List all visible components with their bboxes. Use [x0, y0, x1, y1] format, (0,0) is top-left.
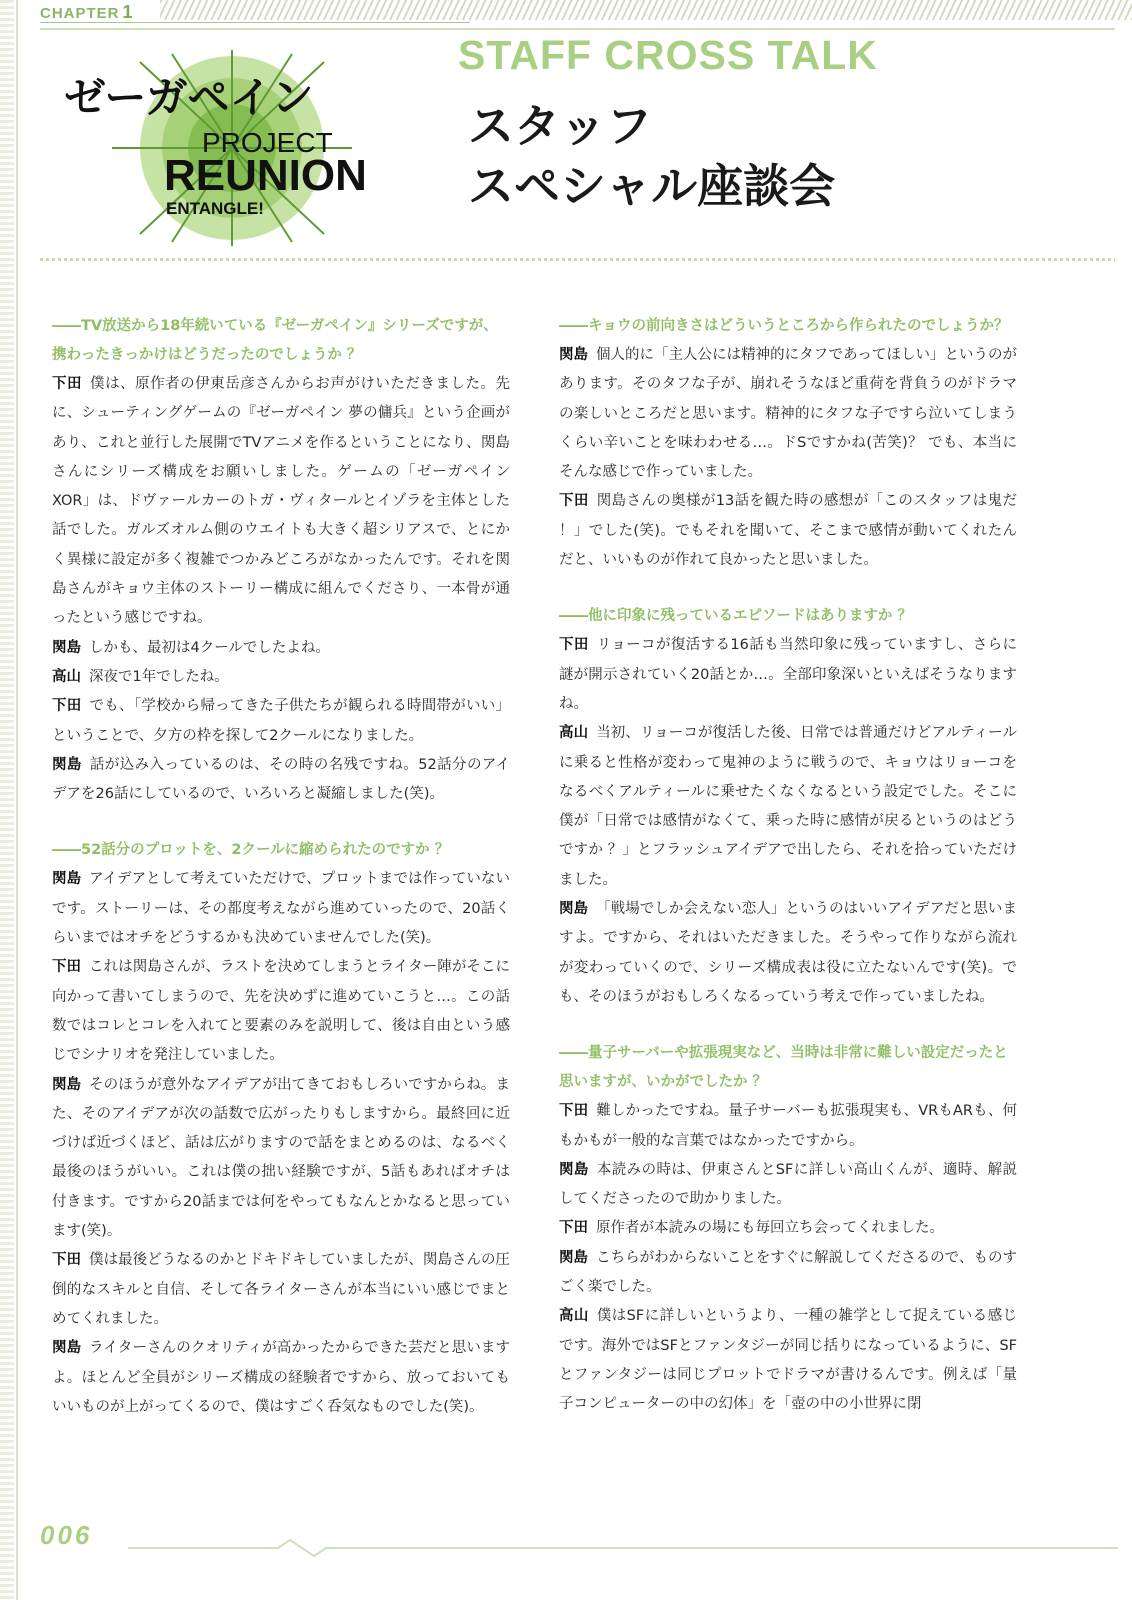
header-separator — [40, 258, 1115, 261]
speaker-name: 下田 — [559, 1103, 589, 1120]
speaker-name: 高山 — [52, 668, 81, 685]
answer-text: でも、「学校から帰ってきた子供たちが観られる時間帯がいい」ということで、夕方の枠を探して2クールになりました。 — [52, 698, 511, 744]
answer-text: こちらがわからないことをすぐに解説してくださるので、ものすごく楽でした。 — [559, 1249, 1017, 1296]
answer-text: 深夜で1年でしたね。 — [89, 668, 229, 685]
speaker-name: 関島 — [52, 1076, 82, 1093]
speaker-name: 下田 — [52, 1252, 82, 1269]
chapter-label-text: CHAPTER — [40, 5, 120, 22]
interview-answer — [52, 634, 510, 663]
chapter-number: 1 — [122, 2, 134, 22]
answer-text: 僕は、原作者の伊東岳彦さんからお声がけいただきました。先に、シューティングゲームの『ゼーガペイン 夢の傭兵』という企画があり、これと並行した展開でTVアニメを作るということになり、関島さんにシリーズ構成をお願いしました。ゲームの「ゼーガペイン XOR」は、ドヴァールカーのトガ・ヴィタールとイゾラを主体とした話でした。ガルズオルム側のウエイトも大きく超シリアスで、とにかく異様に設定が多く複雑でつかみどころがなかったんです。それを関島さんがキョウ主体のストーリー構成に組んでくださり、一本骨が通ったという感じですね。 — [52, 376, 511, 627]
speaker-name: 関島 — [52, 1340, 82, 1357]
speaker-name: 関島 — [559, 901, 589, 918]
speaker-name: 下田 — [559, 637, 589, 654]
speaker-name: 下田 — [52, 698, 82, 715]
speaker-name: 下田 — [52, 959, 82, 976]
paragraph-gap — [52, 809, 510, 836]
right-column — [559, 312, 1017, 1420]
logo-reunion: REUNION — [164, 151, 367, 200]
interview-answer — [52, 692, 510, 751]
interview-answer — [52, 1246, 510, 1334]
interview-question: ――TV放送から18年続いている『ゼーガペイン』シリーズですが、携わったきっかけはどうだったのでしょうか ？ — [52, 318, 498, 363]
interview-answer — [559, 487, 1017, 575]
logo-entangle: ENTANGLE! — [166, 199, 264, 218]
interview-question: ――キョウの前向きさはどういうところから作られたのでしょうか？ — [559, 318, 1009, 334]
answer-text: しかも、最初は4クールでしたよね。 — [89, 639, 330, 656]
page-number: 006 — [40, 1520, 93, 1550]
answer-text: リョーコが復活する16話も当然印象に残っていますし、さらに謎が開示されていく20話とか…。全部印象深いといえばそうなりますね。 — [559, 637, 1018, 712]
speaker-name: 高山 — [559, 725, 589, 742]
paragraph-gap — [559, 1012, 1017, 1039]
speaker-name: 関島 — [52, 871, 82, 888]
interview-answer — [52, 751, 510, 810]
chapter-underline — [40, 22, 470, 23]
interview-answer — [52, 1334, 510, 1422]
interview-answer — [559, 895, 1017, 1012]
left-column — [52, 312, 510, 1422]
chapter-label — [40, 2, 134, 22]
section-title: STAFF CROSS TALK — [458, 32, 878, 78]
interview-answer — [52, 1071, 510, 1247]
paragraph-gap — [559, 575, 1017, 602]
interview-question: ――52話分のプロットを、2クールに縮められたのですか ？ — [52, 842, 450, 859]
logo-title-jp: ゼーガペイン — [64, 73, 314, 122]
answer-text: そのほうが意外なアイデアが出てきておもしろいですからね。また、そのアイデアが次の話数で広がったりもしますから。最終回に近づけば近づくほど、話は広がりますので話をまとめるのは、なるべく最後のほうがいい。これは僕の拙い経験ですが、5話もあればオチは付きます。ですから20話までは何をやってもなんとかなると思っています(笑)。 — [52, 1076, 510, 1240]
interview-question: ――他に印象に残っているエピソードはありますか ？ — [559, 608, 913, 625]
interview-answer — [559, 1156, 1017, 1215]
answer-text: 本読みの時は、伊東さんとSFに詳しい高山くんが、適時、解説してくださったので助かりました。 — [559, 1161, 1017, 1208]
speaker-name: 関島 — [52, 756, 82, 773]
answer-text: 「戦場でしか会えない恋人」というのはいいアイデアだと思いますよ。ですから、それはいただきました。そうやって作りながら流れが変わっていくので、シリーズ構成表は役に立たないんです(笑)。でも、そのほうがおもしろくなるっていう考えで作っていましたね。 — [559, 901, 1017, 1005]
answer-text: これは関島さんが、ラストを決めてしまうとライター陣がそこに向かって書いてしまうので、先を決めずに進めていこうと…。この話数ではコレとコレを入れてと要素のみを説明して、後は自由という感じでシナリオを発注していました。 — [52, 959, 510, 1064]
interview-answer — [559, 1302, 1017, 1419]
interview-answer — [559, 1214, 1017, 1243]
answer-text: 関島さんの奥様が13話を観た時の感想が「このスタッフは鬼だ ！」でした(笑)。でもそれを聞いて、そこまで感情が動いてくれたんだと、いいものが作れて良かったと思いました。 — [559, 493, 1017, 569]
answer-text: 個人的に「主人公には精神的にタフであってほしい」というのがあります。そのタフな子が、崩れそうなほど重荷を背負うのがドラマの楽しいところだと思います。精神的にタフな子ですら泣いてしまうくらい辛いことを味わわせる…。ドSですかね(苦笑)？ でも、本当にそんな感じで作っていました。 — [559, 347, 1017, 481]
interview-answer — [559, 719, 1017, 895]
answer-text: ライターさんのクオリティが高かったからできた芸だと思いますよ。ほとんど全員がシリーズ構成の経験者ですから、放っておいてもいいものが上がってくるので、僕はすごく呑気なものでした(笑)。 — [52, 1340, 511, 1415]
top-stripe-band — [160, 0, 1132, 20]
speaker-name: 下田 — [559, 493, 589, 510]
speaker-name: 関島 — [52, 639, 81, 656]
interview-answer — [559, 631, 1017, 719]
page-title — [468, 96, 835, 216]
footer-rule — [128, 1538, 1118, 1558]
interview-question: ――量子サーバーや拡張現実など、当時は非常に難しい設定だったと思いますが、いかがでしたか ？ — [559, 1045, 1008, 1091]
left-edge-rule — [16, 0, 18, 1600]
interview-answer — [559, 1097, 1017, 1156]
speaker-name: 下田 — [52, 376, 83, 392]
logo-project: PROJECT — [202, 127, 333, 158]
left-edge-pattern — [0, 0, 14, 1600]
answer-text: 原作者が本読みの場にも毎回立ち会ってくれました。 — [596, 1220, 944, 1237]
interview-answer — [52, 953, 510, 1070]
interview-answer — [559, 1244, 1017, 1303]
series-logo — [52, 48, 412, 248]
interview-answer — [52, 865, 510, 953]
answer-text: 僕は最後どうなるのかとドキドキしていましたが、関島さんの圧倒的なスキルと自信、そして各ライターさんが本当にいい感じでまとめてくれました。 — [52, 1252, 511, 1327]
speaker-name: 関島 — [559, 1161, 589, 1178]
answer-text: アイデアとして考えていただけで、プロットまでは作っていないです。ストーリーは、その都度考えながら進めていったので、20話くらいまではオチをどうするかも決めていませんでした(笑)。 — [52, 871, 511, 947]
header-frame-line — [40, 28, 1115, 30]
answer-text: 難しかったですね。量子サーバーも拡張現実も、VRもARも、何もかもが一般的な言葉ではなかったですから。 — [559, 1103, 1017, 1149]
speaker-name: 関島 — [559, 1249, 589, 1266]
speaker-name: 高山 — [559, 1308, 589, 1325]
page-title-line2: スペシャル座談会 — [468, 159, 836, 213]
speaker-name: 関島 — [559, 347, 589, 363]
answer-text: 僕はSFに詳しいというより、一種の雑学として捉えている感じです。海外ではSFとファンタジーが同じ括りになっているように、SFとファンタジーは同じプロットでドラマが書けるんです。例えば「量子コンピューターの中の幻体」を「壺の中の小世界に閉 — [559, 1308, 1017, 1413]
answer-text: 当初、リョーコが復活した後、日常では普通だけどアルティールに乗ると性格が変わって鬼神のように戦うので、キョウはリョーコをなるべくアルティールに乗せたくなくなるという設定でした。そこに僕が「日常では感情がなくて、乗った時に感情が戻るというのはどうですか ？」とフラッシュアイデアで出したら、それを拾っていただけました。 — [559, 725, 1017, 888]
page-title-line1: スタッフ — [468, 99, 652, 153]
speaker-name: 下田 — [559, 1220, 588, 1237]
interview-answer — [52, 663, 510, 692]
interview-answer — [52, 370, 510, 634]
interview-answer — [559, 341, 1017, 487]
answer-text: 話が込み入っているのは、その時の名残ですね。52話分のアイデアを26話にしているので、いろいろと凝縮しました(笑)。 — [52, 756, 510, 803]
